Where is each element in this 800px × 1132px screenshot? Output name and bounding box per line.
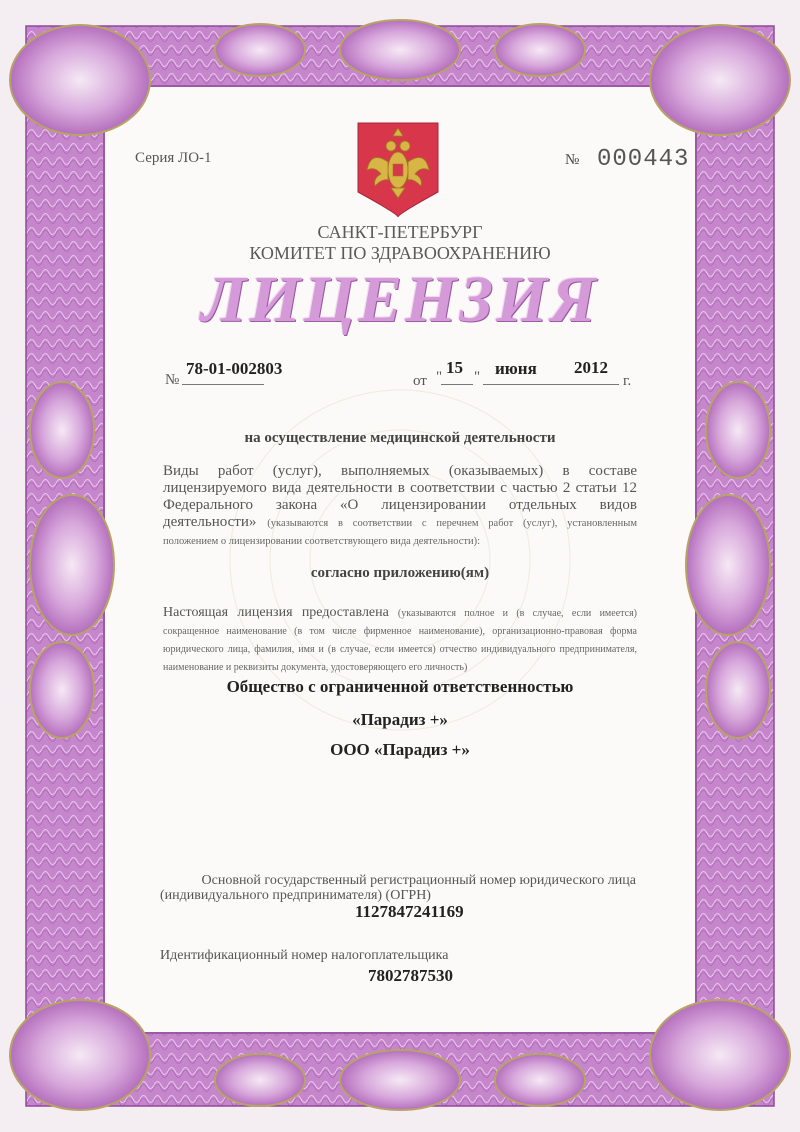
company-name-quoted: «Парадиз +»	[352, 710, 448, 729]
license-number-label: №	[165, 372, 180, 388]
ogrn-label	[160, 873, 636, 903]
ogrn-value: 1127847241169	[355, 902, 464, 921]
company-short-name: ООО «Парадиз +»	[330, 740, 470, 759]
date-from-label: от	[413, 373, 427, 389]
ogrn-label-line1: Основной государственный регистрационный номер юридического лица	[201, 873, 636, 888]
committee-heading: КОМИТЕТ ПО ЗДРАВООХРАНЕНИЮ	[249, 243, 551, 263]
city-heading: САНКТ-ПЕТЕРБУРГ	[317, 222, 483, 242]
granted-note: (указываются полное и (в случае, если имеется) сокращенное наименование (в том числе фирменное наименование), организационно-правовая форма юридического лица, фамилия, имя и (в случае, если имеется) отчество индивидуального предпринимателя, наименование и реквизиты документа, удостоверяющего его личность)	[163, 608, 638, 673]
license-number: 78-01-002803	[186, 359, 283, 378]
form-number: 000443	[597, 146, 690, 173]
year-suffix: г.	[623, 373, 632, 389]
works-paragraph	[163, 463, 637, 550]
series-label: Серия ЛО-1	[135, 150, 212, 166]
granted-paragraph	[163, 604, 637, 676]
activity-type: на осуществление медицинской деятельности	[244, 430, 556, 446]
appendix-reference: согласно приложению(ям)	[310, 565, 490, 581]
works-text: Виды работ (услуг), выполняемых (оказываемых) в составе лицензируемого вида деятельности в соответствии с частью 2 статьи 12 Федерального закона «О лицензировании отдельных видов деятельности»	[163, 463, 637, 530]
form-number-label: №	[565, 152, 580, 168]
works-note: (указываются в соответствии с перечнем работ (услуг), установленным положением о лицензировании соответствующего вида деятельности):	[163, 518, 637, 547]
license-day: 15	[446, 358, 463, 377]
company-full-name: Общество с ограниченной ответственностью	[226, 677, 574, 696]
license-year: 2012	[574, 358, 608, 377]
ogrn-label-line2: (индивидуального предпринимателя) (ОГРН)	[160, 888, 431, 903]
month-year-underline	[483, 384, 619, 385]
inn-label: Идентификационный номер налогоплательщика	[160, 948, 449, 963]
license-month: июня	[495, 359, 537, 378]
license-number-underline	[182, 384, 264, 385]
date-quote-open: "	[436, 369, 443, 385]
date-quote-close: "	[474, 369, 481, 385]
day-underline	[441, 384, 473, 385]
inn-value: 7802787530	[368, 966, 453, 985]
coat-of-arms-icon	[357, 122, 439, 218]
granted-lead: Настоящая лицензия предоставлена	[163, 605, 389, 620]
document-title: ЛИЦЕНЗИЯ	[201, 263, 599, 336]
